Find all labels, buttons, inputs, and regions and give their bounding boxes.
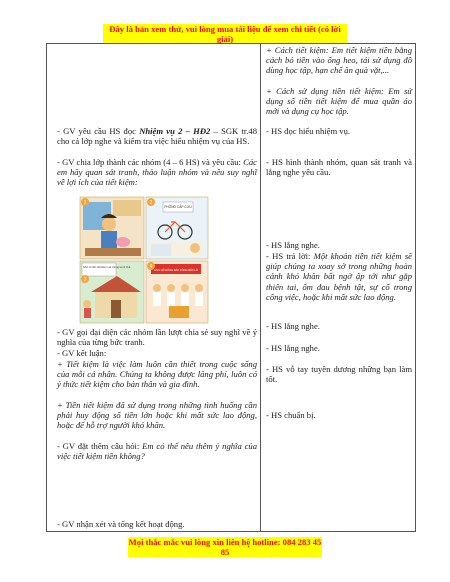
- panel-number-3: 3: [83, 277, 87, 283]
- saving-benefits-illustration: [79, 196, 209, 324]
- caption-house: Nhờ có tiền tiết kiệm mà chúng ta có nhà: [83, 266, 131, 269]
- hotline-footer-banner: Mọi thắc mắc vui lòng xin liên hệ hotline: 084 283 45 85: [128, 537, 322, 557]
- teacher-conclusion-1: + Tiết kiệm là việc làm luôn cần thiết trong cuộc sống của mỗi cá nhân. Chúng ta không được lãng phí, luôn có ý thức tiết kiệm cho bản thân và gia đình.: [57, 359, 257, 390]
- student-response-2: - HS hình thành nhóm, quan sát tranh và lắng nghe yêu cầu.: [266, 157, 412, 178]
- panel-number-1: 1: [83, 200, 87, 206]
- teacher-instruction-1: - GV yêu cầu HS đọc Nhiệm vụ 2 – HĐ2 – SGK tr.48 cho cả lớp nghe và kiểm tra việc hiểu nhiệm vụ của HS.: [57, 126, 257, 147]
- teacher-instruction-2: - GV chia lớp thành các nhóm (4 – 6 HS) và yêu cầu: Các em hãy quan sát tranh, thảo luận nhóm và nêu suy nghĩ về lợi ích của tiết kiệm:: [57, 157, 257, 188]
- student-response-3: - HS lắng nghe.: [266, 240, 320, 250]
- panel-boy-piggy-bank: [80, 197, 144, 259]
- student-answer: - HS trả lời: Một khoản tiền tiết kiệm sẽ giúp chúng ta xoay sở trong những hoàn cảnh khó khăn bất ngờ ập tới như gặp thiên tai, ốm đau bệnh tật, sự cố trong công việc, hoặc khi mất sức lao động.: [266, 251, 412, 302]
- caption-donation: ỦNG HỘ ĐỒNG BÀO VÙNG BÃO LŨ: [154, 269, 198, 272]
- student-saving-method: + Cách tiết kiệm: Em tiết kiệm tiền bằng cách bỏ tiền vào ống heo, tái sử dụng đồ dùng học tập, hạn chế ăn quà vặt,...: [266, 45, 412, 76]
- hospital-sign: PHÒNG CẤP CỨU: [164, 205, 192, 209]
- teacher-conclusion-heading: - GV kết luận:: [57, 348, 107, 358]
- preview-notice-banner: Đây là bản xem thử, vui lòng mua tài liệu để xem chi tiết (có lời giải): [103, 24, 347, 44]
- lesson-table: [46, 43, 416, 532]
- teacher-summary: - GV nhận xét và tổng kết hoạt động.: [57, 519, 185, 529]
- panel-number-2: 2: [149, 200, 153, 206]
- panel-house: [80, 261, 144, 323]
- student-saving-usage: + Cách sử dụng tiền tiết kiệm: Em sử dụng số tiền tiết kiệm để mua quần áo mới và dụng cụ học tập.: [266, 86, 412, 117]
- teacher-conclusion-2: + Tiền tiết kiệm đã sử dụng trong những tình huống cần phải huy động số tiền lớn hoặc khi mất sức lao động, hoặc để hỗ trợ người khó khăn.: [57, 400, 257, 431]
- student-response-6: - HS vỗ tay tuyên dương những bạn làm tốt.: [266, 364, 412, 385]
- panel-number-4: 4: [149, 264, 153, 270]
- student-response-4: - HS lắng nghe.: [266, 321, 320, 331]
- column-divider: [260, 44, 261, 531]
- student-response-7: - HS chuẩn bị.: [266, 410, 316, 420]
- student-response-1: - HS đọc hiểu nhiệm vụ.: [266, 126, 351, 136]
- student-response-5: - HS lắng nghe.: [266, 343, 320, 353]
- teacher-question: - GV đặt thêm câu hỏi: Em có thể nêu thêm ý nghĩa của việc tiết kiệm tiền không?: [57, 441, 257, 462]
- teacher-instruction-3: - GV gọi đại diện các nhóm lần lượt chia sẻ suy nghĩ về ý nghĩa của từng bức tranh.: [57, 327, 257, 348]
